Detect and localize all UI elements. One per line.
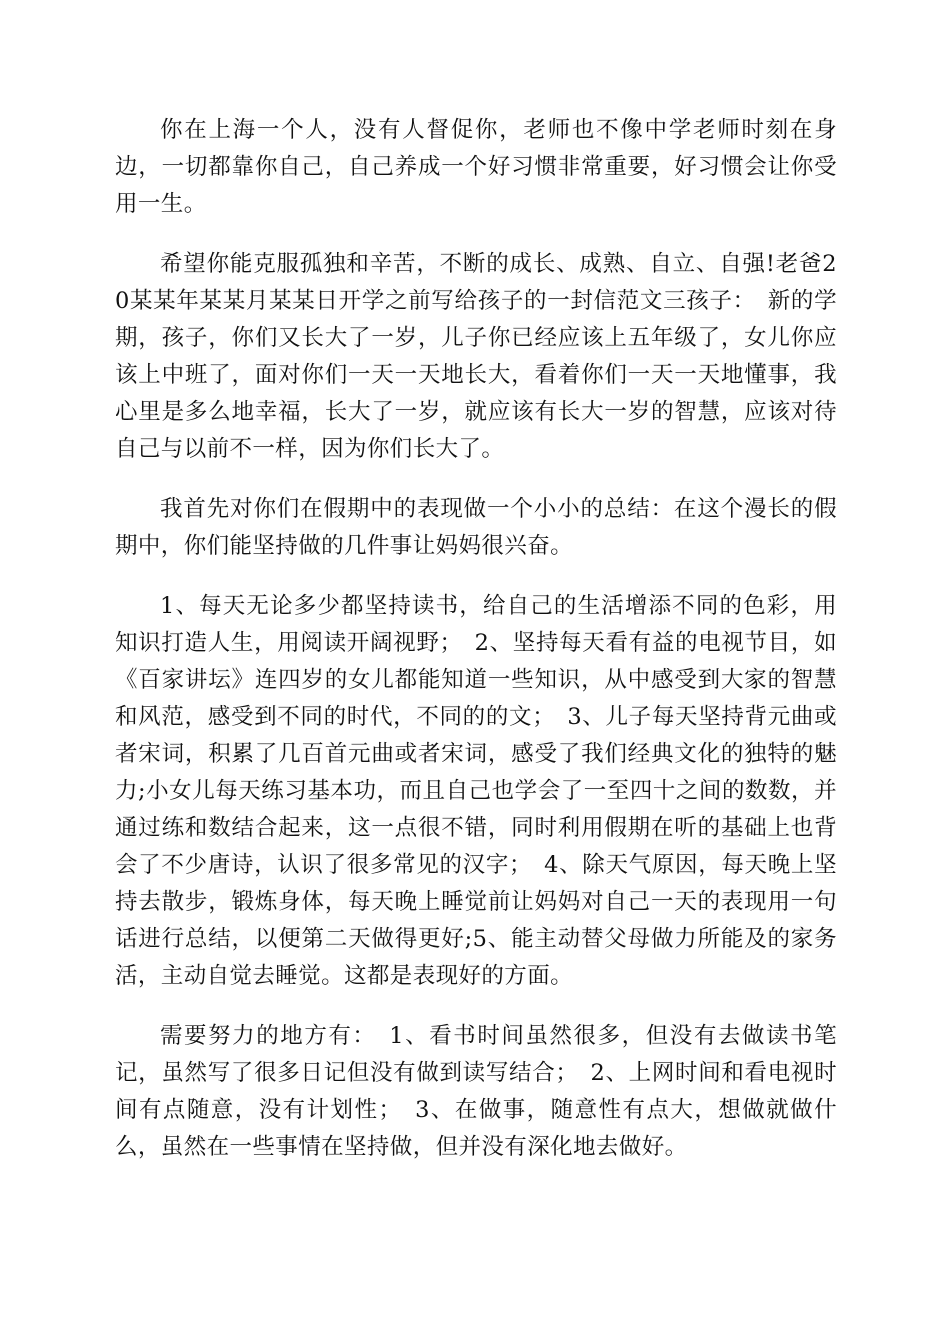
paragraph-2: 希望你能克服孤独和辛苦，不断的成长、成熟、自立、自强!老爸20某某年某某月某某日开学之前写给孩子的一封信范文三孩子： 新的学期，孩子，你们又长大了一岁，儿子你已经应该上五年级了，女儿你应该上中班了，面对你们一天一天地长大，看着你们一天一天地懂事，我心里是多么地幸福，长大了一岁，就应该有长大一岁的智慧，应该对待自己与以前不一样，因为你们长大了。	[115, 251, 837, 462]
paragraph-3: 我首先对你们在假期中的表现做一个小小的总结：在这个漫长的假期中，你们能坚持做的几件事让妈妈很兴奋。	[115, 496, 837, 559]
paragraph-5: 需要努力的地方有： 1、看书时间虽然很多，但没有去做读书笔记，虽然写了很多日记但没有做到读写结合； 2、上网时间和看电视时间有点随意，没有计划性； 3、在做事，随意性有点大，想做就做什么，虽然在一些事情在坚持做，但并没有深化地去做好。	[115, 1023, 837, 1160]
paragraph-4: 1、每天无论多少都坚持读书，给自己的生活增添不同的色彩，用知识打造人生，用阅读开阔视野； 2、坚持每天看有益的电视节目，如《百家讲坛》连四岁的女儿都能知道一些知识，从中感受到大家的智慧和风范，感受到不同的时代，不同的的文； 3、儿子每天坚持背元曲或者宋词，积累了几百首元曲或者宋词，感受了我们经典文化的独特的魅力;小女儿每天练习基本功，而且自己也学会了一至四十之间的数数，并通过练和数结合起来，这一点很不错，同时利用假期在听的基础上也背会了不少唐诗，认识了很多常见的汉字； 4、除天气原因，每天晚上坚持去散步，锻炼身体，每天晚上睡觉前让妈妈对自己一天的表现用一句话进行总结，以便第二天做得更好;5、能主动替父母做力所能及的家务活，主动自觉去睡觉。这都是表现好的方面。	[115, 593, 837, 989]
paragraph-1: 你在上海一个人，没有人督促你，老师也不像中学老师时刻在身边，一切都靠你自己，自己养成一个好习惯非常重要，好习惯会让你受用一生。	[115, 117, 837, 217]
document-body	[115, 112, 837, 1189]
